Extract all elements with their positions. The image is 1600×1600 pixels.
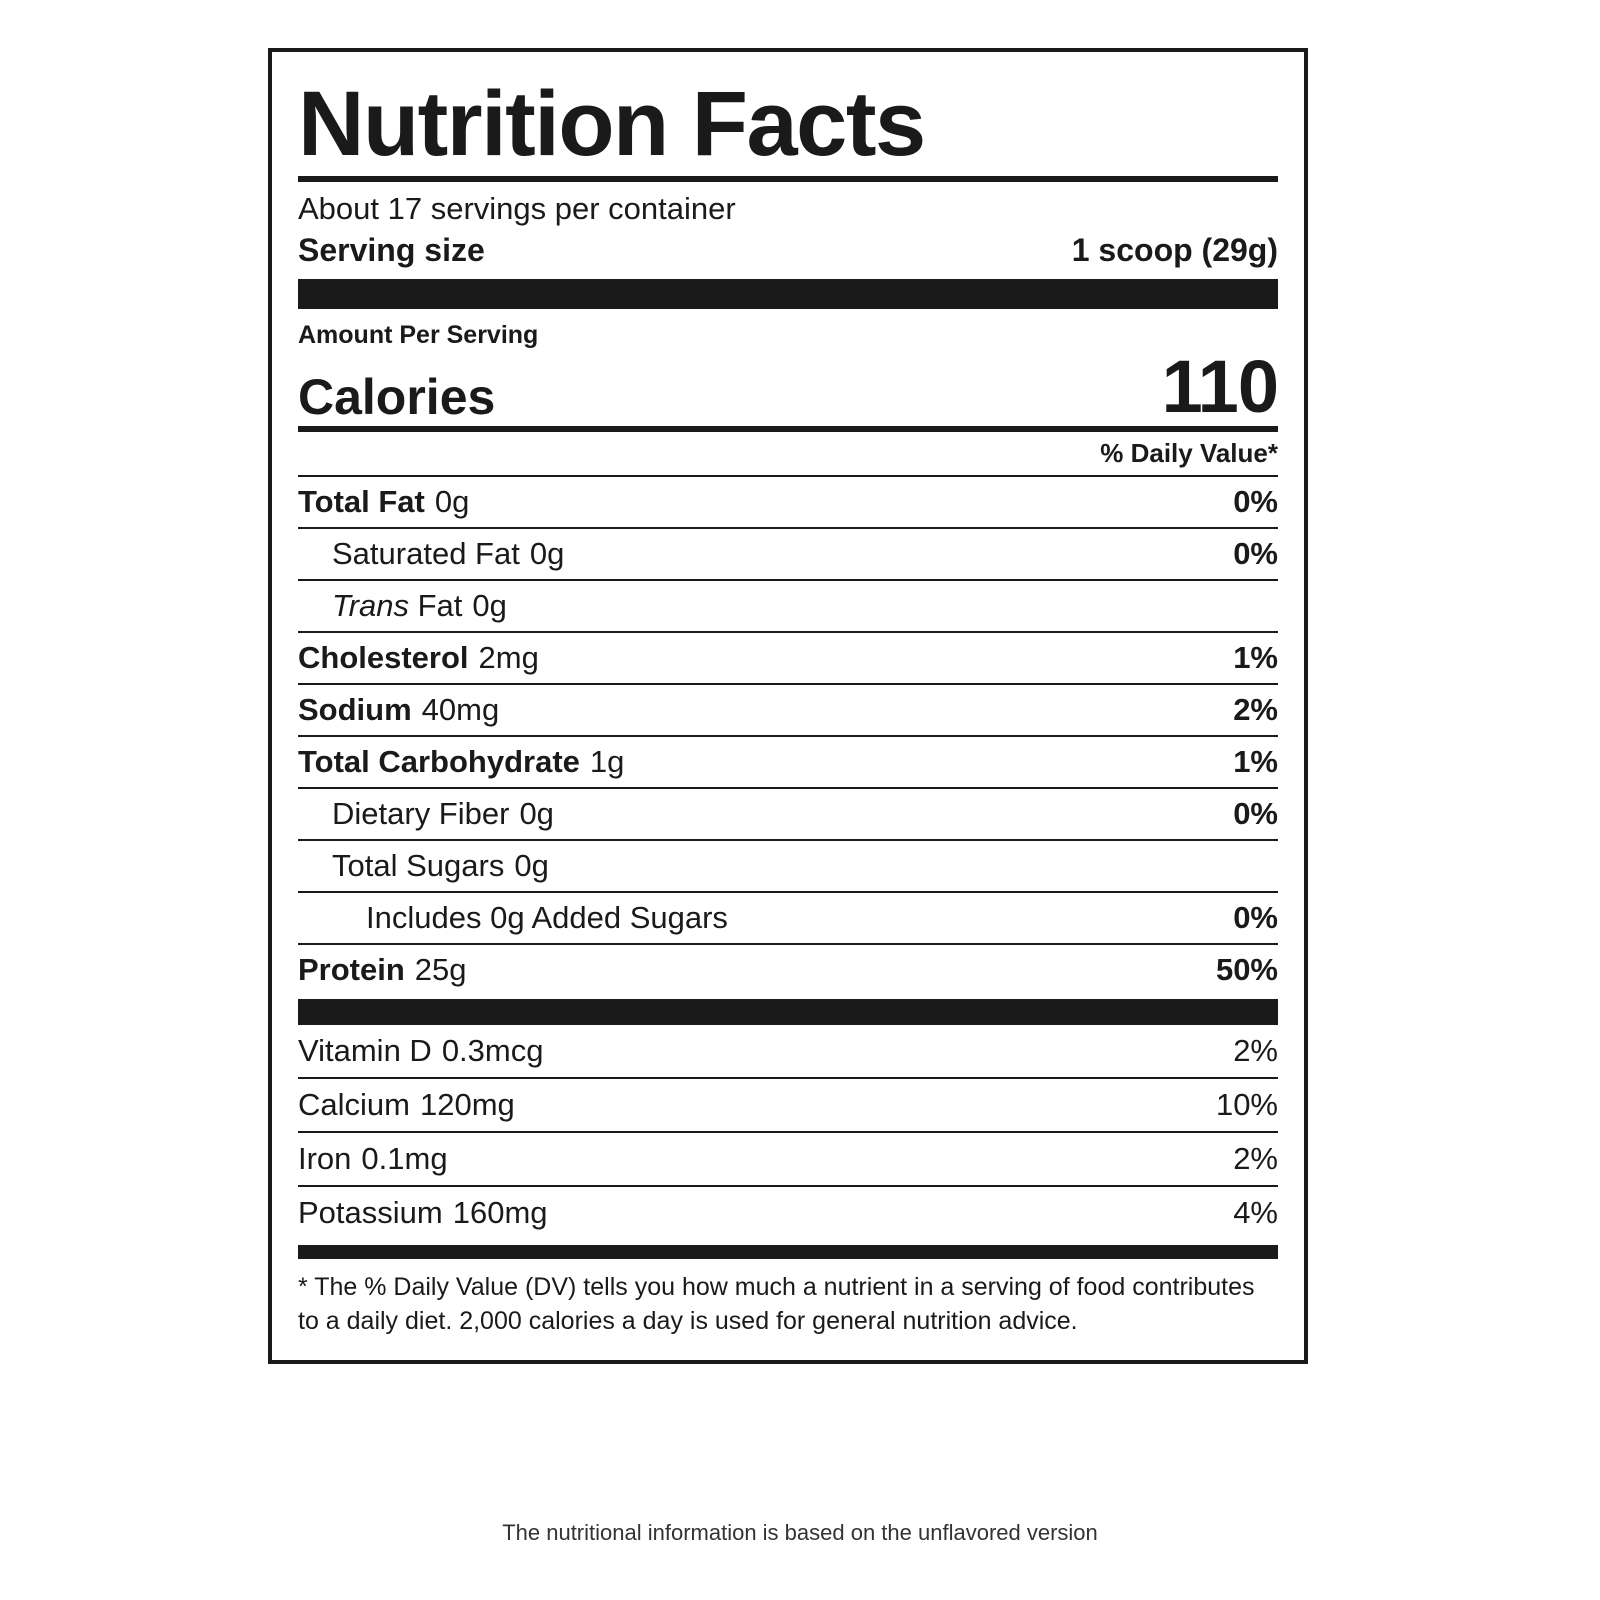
nutrient-dv: 1% [1233, 639, 1278, 675]
table-row [298, 1025, 1278, 1077]
table-row [298, 683, 1278, 735]
vitamin-dv: 2% [1233, 1140, 1278, 1176]
nutrient-amount: 0g [434, 483, 470, 519]
nutrition-facts-panel [268, 48, 1308, 1364]
nutrient-dv: 1% [1233, 743, 1278, 779]
nutrient-name: Sodium [298, 691, 412, 727]
divider-thick-vitamins [298, 999, 1278, 1025]
table-row [298, 1131, 1278, 1185]
nutrient-dv: 0% [1233, 483, 1278, 519]
table-row [298, 891, 1278, 943]
nutrient-name: Protein [298, 951, 405, 987]
nutrient-amount: 25g [414, 951, 467, 987]
vitamin-dv: 4% [1233, 1194, 1278, 1230]
vitamin-amount: 0.3mcg [441, 1032, 544, 1068]
nutrient-dv: 50% [1215, 951, 1278, 987]
calories-row [298, 344, 1278, 432]
nutrient-amount: 0g [472, 587, 507, 623]
vitamin-name: Iron [298, 1140, 352, 1176]
vitamin-amount: 120mg [419, 1086, 515, 1122]
table-row [298, 839, 1278, 891]
servings-per-container: About 17 servings per container [298, 191, 736, 226]
vitamin-dv: 10% [1215, 1086, 1278, 1122]
vitamin-dv: 2% [1233, 1032, 1278, 1068]
table-row [298, 631, 1278, 683]
daily-value-footnote: * The % Daily Value (DV) tells you how much a nutrient in a serving of food contributes to a daily diet. 2,000 calories a day is used for general nutrition advice. [298, 1272, 1255, 1335]
nutrient-name: Total Fat [298, 483, 425, 519]
amount-per-serving-label: Amount Per Serving [298, 320, 539, 349]
table-row [298, 787, 1278, 839]
calories-label: Calories [298, 369, 496, 426]
nutrient-amount: 1g [589, 743, 625, 779]
nutrient-amount: 0g [529, 535, 565, 571]
serving-size-row [298, 230, 1278, 273]
serving-size-label: Serving size [298, 231, 485, 268]
nutrient-dv: 2% [1233, 691, 1278, 727]
table-row [298, 527, 1278, 579]
table-row [298, 579, 1278, 631]
nutrient-name: Includes 0g Added Sugars [366, 899, 728, 935]
divider-thick-footnote [298, 1245, 1278, 1259]
page-title: Nutrition Facts [298, 70, 1278, 182]
calories-value: 110 [1161, 344, 1278, 428]
vitamin-name: Vitamin D [298, 1032, 432, 1068]
vitamin-amount: 0.1mg [361, 1140, 448, 1176]
serving-size-value: 1 scoop (29g) [1071, 231, 1278, 268]
image-caption: The nutritional information is based on the unflavored version [502, 1520, 1098, 1545]
nutrient-name: Dietary Fiber [332, 795, 510, 831]
nutrient-amount: 0g [514, 847, 549, 883]
table-row [298, 475, 1278, 527]
vitamin-name: Potassium [298, 1194, 443, 1230]
nutrient-amount: 40mg [421, 691, 500, 727]
nutrient-name-italic: Trans [332, 587, 409, 623]
daily-value-header: % Daily Value* [1100, 437, 1278, 468]
nutrient-name: Total Carbohydrate [298, 743, 580, 779]
table-row [298, 1185, 1278, 1239]
nutrient-dv: 0% [1233, 899, 1278, 935]
table-row [298, 1077, 1278, 1131]
nutrient-name: Saturated Fat [332, 535, 520, 571]
nutrient-name: Cholesterol [298, 639, 469, 675]
vitamin-amount: 160mg [452, 1194, 548, 1230]
nutrient-name: Total Sugars [332, 847, 505, 883]
nutrient-amount: 2mg [478, 639, 539, 675]
nutrient-dv: 0% [1233, 535, 1278, 571]
divider-thick-top [298, 279, 1278, 309]
table-row [298, 943, 1278, 995]
nutrient-dv: 0% [1233, 795, 1278, 831]
vitamin-name: Calcium [298, 1086, 410, 1122]
nutrient-amount: 0g [519, 795, 554, 831]
table-row [298, 735, 1278, 787]
nutrient-name: Fat [417, 587, 463, 623]
